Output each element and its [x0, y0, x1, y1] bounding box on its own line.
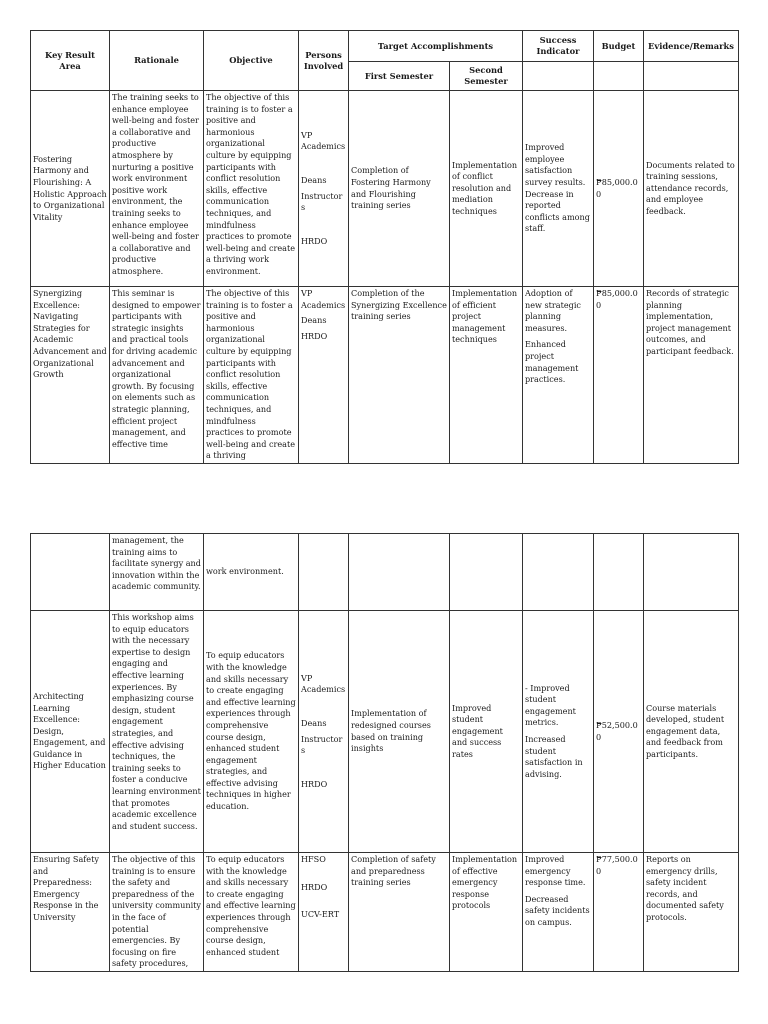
objective-cell: work environment. [204, 534, 299, 611]
table-row [31, 534, 739, 611]
second-semester-cell [450, 534, 523, 611]
header-second-semester: Second Semester [450, 62, 523, 91]
success-entry: - Improved student engagement metrics. [525, 682, 576, 728]
success-entry: Adoption of new strategic planning measures. [525, 288, 581, 333]
evidence-cell: Course materials developed, student engagement data, and feedback from participants. [644, 611, 739, 853]
rationale-cell: The training seeks to enhance employee well-being and foster a collaborative and productive atmosphere by nurturing a positive work environment positive work environment, the training seeks to enhance employee well-being and foster a collaborative and productive atmosphere. [110, 91, 204, 287]
persons-cell [299, 853, 349, 972]
header-evidence-remarks: Evidence/Remarks [644, 31, 739, 62]
objective-cell: The objective of this training is to foster a positive and harmonious organizational culture by equipping participants with conflict resolution skills, effective communication techniques, and mindfulness practices to promote well-being and create a thriving [204, 287, 299, 464]
rationale-cell: This workshop aims to equip educators with the necessary expertise to design engaging and effective learning experiences. By emphasizing course design, student engagement strategies, and effective advising techniques, the training seeks to foster a conducive learning environment that promotes academic excellence and student success. [110, 611, 204, 853]
table-row [31, 611, 739, 853]
persons-cell [299, 287, 349, 464]
second-semester-cell: Implementation of effective emergency response protocols [450, 853, 523, 972]
header-budget: Budget [594, 31, 644, 62]
header-target-accomplishments: Target Accomplishments [349, 31, 523, 62]
success-indicator-cell [523, 534, 594, 611]
second-semester-cell: Improved student engagement and success rates [450, 611, 523, 853]
success-entry: Increased student satisfaction in advising. [525, 734, 583, 779]
first-semester-cell: Completion of the Synergizing Excellence training series [349, 287, 450, 464]
table-row [31, 287, 739, 464]
evidence-cell: Documents related to training sessions, attendance records, and employee feedback. [644, 91, 739, 287]
person-entry: HFSO [301, 854, 326, 864]
header-key-result-area: Key Result Area [31, 31, 110, 91]
budget-cell: ₱85,000.00 [594, 287, 644, 464]
person-entry: VP Academics [301, 672, 346, 695]
budget-cell: ₱77,500.00 [594, 853, 644, 972]
person-entry: Deans [301, 717, 327, 728]
kra-cell: Synergizing Excellence: Navigating Strategies for Academic Advancement and Organizational Growth [31, 287, 110, 464]
success-entry: Improved emergency response time. [525, 854, 586, 888]
person-entry: HRDO [301, 881, 328, 892]
empty-cell [594, 62, 644, 91]
first-semester-cell: Completion of safety and preparedness training series [349, 853, 450, 972]
header-rationale: Rationale [110, 31, 204, 91]
persons-cell [299, 91, 349, 287]
person-entry: HRDO [301, 778, 328, 789]
rationale-cell: This seminar is designed to empower participants with strategic insights and practical tools for driving academic advancement and organizational growth. By focusing on elements such as strategic planning, efficient project management, and effective time [110, 287, 204, 464]
rationale-cell: The objective of this training is to ensure the safety and preparedness of the university community in the face of potential emergencies. By focusing on fire safety procedures, [110, 853, 204, 972]
person-entry: Deans [301, 174, 327, 185]
header-objective: Objective [204, 31, 299, 91]
objective-cell: The objective of this training is to foster a positive and harmonious organizational culture by equipping participants with conflict resolution skills, effective communication techniques, and mindfulness practices to promote well-being and create a thriving work environment. [204, 91, 299, 287]
success-indicator-cell [523, 91, 594, 287]
kra-cell [31, 534, 110, 611]
empty-cell [523, 62, 594, 91]
header-first-semester: First Semester [349, 62, 450, 91]
empty-cell [644, 62, 739, 91]
plan-table-page-2 [30, 533, 739, 972]
success-indicator-cell [523, 611, 594, 853]
success-indicator-cell [523, 287, 594, 464]
budget-cell: ₱85,000.00 [594, 91, 644, 287]
success-entry: Decreased safety incidents on campus. [525, 893, 590, 927]
evidence-cell: Reports on emergency drills, safety incident records, and documented safety protocols. [644, 853, 739, 972]
person-entry: UCV-ERT [301, 909, 340, 920]
success-entry: Enhanced project management practices. [525, 339, 579, 385]
budget-cell [594, 534, 644, 611]
first-semester-cell: Implementation of redesigned courses based on training insights [349, 611, 450, 853]
evidence-cell [644, 534, 739, 611]
objective-cell: To equip educators with the knowledge and skills necessary to create engaging and effective learning experiences through comprehensive course design, enhanced student engagement strategies, and effective advising techniques in higher education. [204, 611, 299, 853]
plan-table-page-1 [30, 30, 739, 464]
rationale-cell: management, the training aims to facilitate synergy and innovation within the academic community. [110, 534, 204, 611]
header-success-indicator: Success Indicator [523, 31, 594, 62]
header-persons-involved: Persons Involved [299, 31, 349, 91]
person-entry: VP Academics [301, 129, 346, 152]
person-entry: Instructors [301, 190, 343, 213]
success-entry: Improved employee satisfaction survey results. Decrease in reported conflicts among staff. [525, 142, 590, 234]
budget-cell: ₱52,500.00 [594, 611, 644, 853]
persons-cell [299, 611, 349, 853]
second-semester-cell: Implementation of conflict resolution and mediation techniques [450, 91, 523, 287]
evidence-cell: Records of strategic planning implementation, project management outcomes, and participant feedback. [644, 287, 739, 464]
second-semester-cell: Implementation of efficient project management techniques [450, 287, 523, 464]
table-row [31, 91, 739, 287]
objective-cell: To equip educators with the knowledge and skills necessary to create engaging and effective learning experiences through comprehensive course design, enhanced student [204, 853, 299, 972]
person-entry: HRDO [301, 235, 328, 246]
success-indicator-cell [523, 853, 594, 972]
person-entry: Instructors [301, 733, 343, 756]
table-row [31, 853, 739, 972]
persons-cell [299, 534, 349, 611]
person-entry: Deans [301, 315, 327, 326]
first-semester-cell: Completion of Fostering Harmony and Flourishing training series [349, 91, 450, 287]
kra-cell: Fostering Harmony and Flourishing: A Holistic Approach to Organizational Vitality [31, 91, 110, 287]
person-entry: VP Academics [301, 288, 346, 310]
first-semester-cell [349, 534, 450, 611]
kra-cell: Ensuring Safety and Preparedness: Emergency Response in the University [31, 853, 110, 972]
person-entry: HRDO [301, 330, 328, 341]
kra-cell: Architecting Learning Excellence: Design, Engagement, and Guidance in Higher Education [31, 611, 110, 853]
